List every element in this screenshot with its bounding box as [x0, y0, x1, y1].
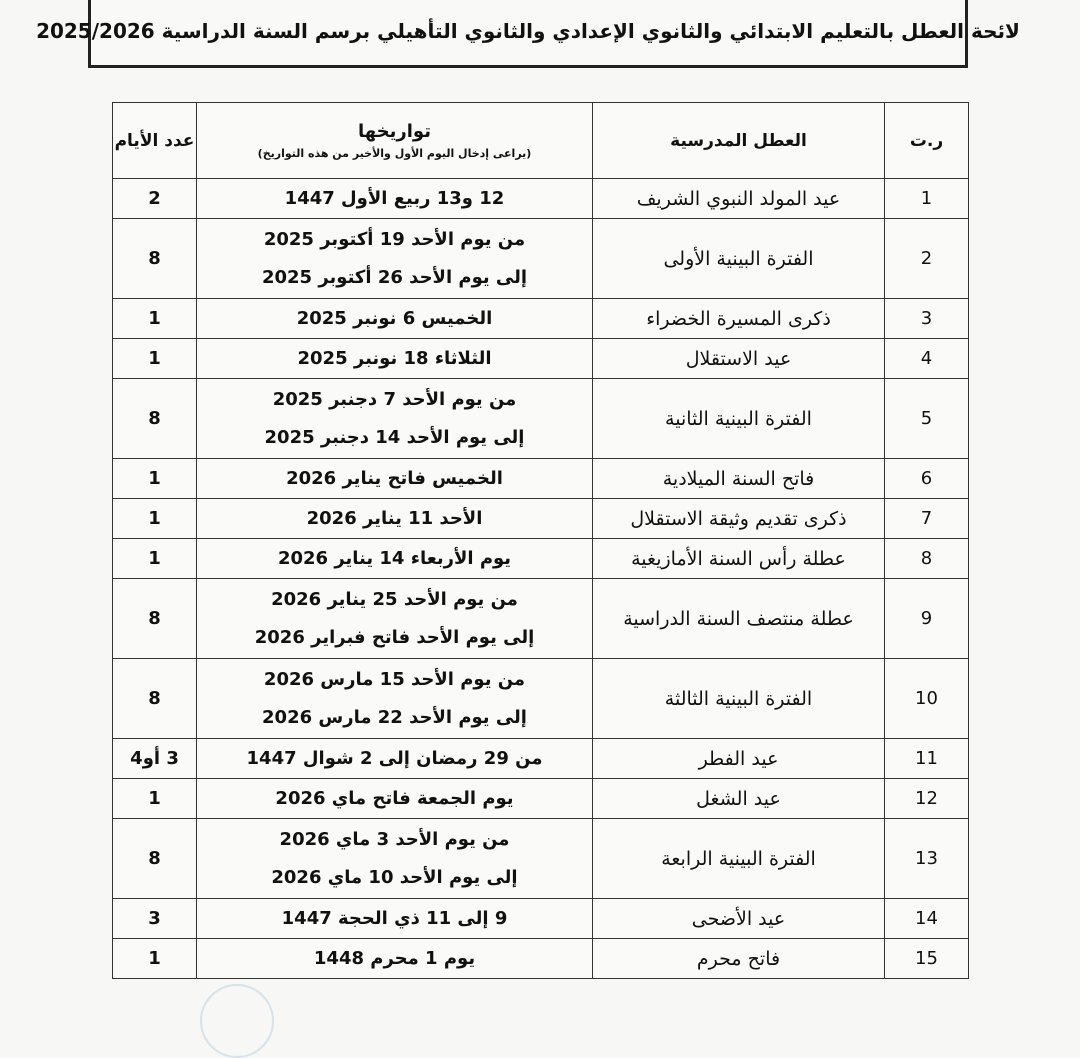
header-dates-main: تواريخها: [358, 120, 431, 142]
row-number: 8: [885, 539, 969, 579]
holiday-days-count: 1: [113, 299, 197, 339]
holiday-days-count: 1: [113, 459, 197, 499]
table-row: [113, 459, 969, 499]
table-header-row: [113, 103, 969, 179]
holiday-date-line-1: الخميس فاتح يناير 2026: [286, 467, 503, 489]
holidays-table: [112, 102, 969, 979]
holiday-dates: [197, 579, 593, 659]
table-row: [113, 579, 969, 659]
holiday-days-count: 8: [113, 659, 197, 739]
holiday-dates: [197, 779, 593, 819]
header-num: ر.ت: [885, 103, 969, 179]
holiday-name: ذكرى تقديم وثيقة الاستقلال: [593, 499, 885, 539]
row-number: 14: [885, 899, 969, 939]
table-row: [113, 739, 969, 779]
table-row: [113, 219, 969, 299]
document-title: لائحة العطل بالتعليم الابتدائي والثانوي الإعدادي والثانوي التأهيلي برسم السنة الدراسية 2025/2026: [36, 18, 1020, 43]
holiday-dates: [197, 179, 593, 219]
holiday-dates: [197, 539, 593, 579]
holiday-name: الفترة البينية الأولى: [593, 219, 885, 299]
table-row: [113, 379, 969, 459]
holiday-name: عيد الفطر: [593, 739, 885, 779]
row-number: 4: [885, 339, 969, 379]
holiday-date-line-1: الثلاثاء 18 نونبر 2025: [297, 347, 492, 369]
holiday-days-count: 1: [113, 499, 197, 539]
row-number: 9: [885, 579, 969, 659]
holiday-days-count: 8: [113, 819, 197, 899]
holiday-date-line-1: يوم الأربعاء 14 يناير 2026: [277, 547, 512, 569]
holiday-days-count: 2: [113, 179, 197, 219]
row-number: 15: [885, 939, 969, 979]
row-number: 3: [885, 299, 969, 339]
holiday-days-count: 3 أو4: [113, 739, 197, 779]
holiday-days-count: 1: [113, 939, 197, 979]
holiday-name: الفترة البينية الثالثة: [593, 659, 885, 739]
row-number: 12: [885, 779, 969, 819]
holiday-date-line-2: إلى يوم الأحد 22 مارس 2026: [262, 706, 527, 728]
row-number: 2: [885, 219, 969, 299]
holiday-date-line-1: من يوم الأحد 19 أكتوبر 2025: [263, 228, 526, 250]
holiday-name: الفترة البينية الثانية: [593, 379, 885, 459]
holiday-dates: [197, 379, 593, 459]
row-number: 10: [885, 659, 969, 739]
table-row: [113, 939, 969, 979]
holiday-days-count: 1: [113, 339, 197, 379]
holiday-dates: [197, 659, 593, 739]
holiday-date-line-1: من يوم الأحد 7 دجنبر 2025: [272, 388, 517, 410]
holiday-dates: [197, 739, 593, 779]
holiday-dates: [197, 499, 593, 539]
holiday-date-line-1: الخميس 6 نونبر 2025: [296, 307, 493, 329]
table-row: [113, 339, 969, 379]
table-row: [113, 819, 969, 899]
holiday-date-line-1: 9 إلى 11 ذي الحجة 1447: [281, 907, 508, 929]
holiday-date-line-2: إلى يوم الأحد 14 دجنبر 2025: [264, 426, 525, 448]
holiday-date-line-2: إلى يوم الأحد 26 أكتوبر 2025: [261, 266, 528, 288]
holiday-dates: [197, 339, 593, 379]
holiday-days-count: 1: [113, 779, 197, 819]
row-number: 13: [885, 819, 969, 899]
holiday-dates: [197, 459, 593, 499]
holiday-date-line-1: يوم 1 محرم 1448: [313, 947, 476, 969]
holiday-dates: [197, 899, 593, 939]
holiday-name: عطلة منتصف السنة الدراسية: [593, 579, 885, 659]
holiday-date-line-1: من يوم الأحد 3 ماي 2026: [279, 828, 510, 850]
row-number: 1: [885, 179, 969, 219]
table-row: [113, 539, 969, 579]
holiday-dates: [197, 819, 593, 899]
row-number: 5: [885, 379, 969, 459]
row-number: 11: [885, 739, 969, 779]
holiday-dates: [197, 299, 593, 339]
holiday-name: فاتح محرم: [593, 939, 885, 979]
table-row: [113, 659, 969, 739]
table-row: [113, 499, 969, 539]
holiday-date-line-1: من 29 رمضان إلى 2 شوال 1447: [246, 747, 543, 769]
holiday-date-line-1: من يوم الأحد 15 مارس 2026: [263, 668, 526, 690]
stamp-seal: [200, 984, 274, 1058]
table-row: [113, 179, 969, 219]
header-dates-note: (يراعى إدخال اليوم الأول والأخير من هذه التواريخ): [257, 146, 532, 160]
holiday-date-line-1: 12 و13 ربيع الأول 1447: [284, 187, 505, 209]
holiday-days-count: 8: [113, 219, 197, 299]
document-title-box: [36, 0, 1020, 68]
holiday-dates: [197, 939, 593, 979]
holiday-date-line-2: إلى يوم الأحد فاتح فبراير 2026: [254, 626, 535, 648]
header-days: عدد الأيام: [113, 103, 197, 179]
row-number: 7: [885, 499, 969, 539]
holiday-name: عيد المولد النبوي الشريف: [593, 179, 885, 219]
holiday-days-count: 1: [113, 539, 197, 579]
header-name: العطل المدرسية: [593, 103, 885, 179]
holiday-name: عيد الشغل: [593, 779, 885, 819]
holiday-days-count: 8: [113, 379, 197, 459]
table-row: [113, 299, 969, 339]
holiday-name: عيد الأضحى: [593, 899, 885, 939]
holiday-date-line-1: من يوم الأحد 25 يناير 2026: [271, 588, 518, 610]
table-row: [113, 899, 969, 939]
holiday-days-count: 8: [113, 579, 197, 659]
holiday-dates: [197, 219, 593, 299]
holiday-name: الفترة البينية الرابعة: [593, 819, 885, 899]
holiday-name: فاتح السنة الميلادية: [593, 459, 885, 499]
holiday-name: عطلة رأس السنة الأمازيغية: [593, 539, 885, 579]
holiday-date-line-2: إلى يوم الأحد 10 ماي 2026: [271, 866, 518, 888]
row-number: 6: [885, 459, 969, 499]
holiday-name: ذكرى المسيرة الخضراء: [593, 299, 885, 339]
header-dates: [197, 103, 593, 179]
table-row: [113, 779, 969, 819]
holiday-days-count: 3: [113, 899, 197, 939]
holiday-date-line-1: يوم الجمعة فاتح ماي 2026: [275, 787, 514, 809]
holiday-name: عيد الاستقلال: [593, 339, 885, 379]
holiday-date-line-1: الأحد 11 يناير 2026: [306, 507, 483, 529]
